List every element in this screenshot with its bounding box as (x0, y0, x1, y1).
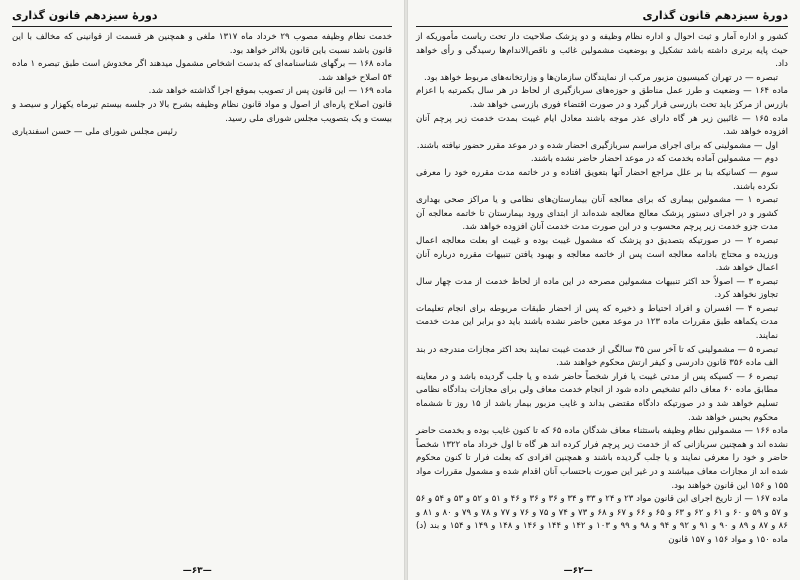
right-paragraph: ماده ۱۶۶ — مشمولین نظام وظیفه باستثناء معاف شدگان ماده ۶۵ که تا کنون غایب بوده و بخدمت حاضر نشده اند و همچنین سربازانی که از خدمت زیر پرچم فرار کرده اند هر گاه تا اول خرداد ماه ۱۳۲۲ شخصاً حاضر و خود را معرفی نمایند و یا جلب گردیده باشند و همچنین افرادی که بعلت فرار تا کنون محکوم شده اند از مجازات معاف میباشند و در غیر این صورت باحتساب آنان اقدام شده و مشمول مقررات مواد ۱۵۵ و ۱۵۶ این قانون خواهند بود. (416, 426, 788, 491)
right-paragraph: تبصره — در تهران کمیسیون مزبور مرکب از نمایندگان سازمان‌ها و وزارتخانه‌های مربوط خواهد بود. (424, 72, 778, 83)
right-page-number: —۶۲— (563, 566, 593, 576)
signature: رئیس مجلس شورای ملی — حسن اسفندیاری (12, 127, 177, 138)
right-paragraph: ماده ۱۶۴ — وضعیت و طرز عمل مناطق و حوزه‌های سربازگیری از لحاظ در هر سال بکمرتبه با اعزام بازرس از مرکز باید تحت بازرسی قرار گیرد و در صورت اقتضاء فوری بازرسی خواهد شد. (416, 86, 788, 110)
right-paragraph: تبصره ۶ — کسیکه پس از مدتی غیبت یا فرار شخصاً حاضر شده و یا جلب گردیده باشد و در معاینه مطابق ماده ۶۰ معاف دائم تشخیص داده شود از انجام خدمت معاف ولی برای مجازات بدادگاه نظامی تسلیم خواهد شد و در صورتیکه دادگاه مقتضی بداند و غایب مزبور بیمار باشد از ۱۵ روز تا ششماه محکوم بحبس خواهد شد. (416, 371, 779, 423)
left-header-rule (12, 26, 392, 27)
left-paragraph: ماده ۱۶۸ — برگهای شناسنامه‌ای که بدست اشخاص مشمول میدهند اگر مخدوش است طبق تبصره ۱ ماده ۵۴ اصلاح خواهد شد. (12, 59, 392, 83)
right-paragraph: ماده ۱۶۵ — غائبین زیر هر گاه دارای عذر موجه باشند معادل ایام غیبت بمدت خدمت زیر پرچم آنان افزوده خواهد شد. (416, 113, 788, 138)
signature-line (12, 126, 392, 140)
right-body-text (416, 31, 788, 548)
left-paragraph: خدمت نظام وظیفه مصوب ۲۹ خرداد ماه ۱۳۱۷ ملغی و همچنین هر قسمت از قوانینی که مخالف با این قانون باشد نسبت باین قانون بلااثر خواهد بود. (12, 32, 393, 56)
left-paragraph: قانون اصلاح پاره‌ای از اصول و مواد قانون نظام وظیفه بشرح بالا در جلسه بیستم تیرماه یکهزار و سیصد و بیست و یک بتصویب مجلس شورای ملی رسید. (12, 99, 392, 124)
right-paragraph: سوم — کسانیکه بنا بر علل مراجع احضار آنها بتعویق افتاده و در خاتمه مدت مقرره خود را معرفی نکرده باشند. (416, 167, 778, 192)
right-paragraph: کشور و اداره آمار و ثبت احوال و اداره نظام وظیفه و دو پزشک صلاحیت دار تحت ریاست مأموریکه از حیث پایه برتری داشته باشد تشکیل و بوضعیت مشمولین غائب و ناقص‌الاندام‌ها رسیدگی و رأی خواهد داد. (416, 32, 788, 70)
right-paragraph: تبصره ۴ — افسران و افراد احتیاط و ذخیره که پس از احضار طبقات مربوطه برای انجام تعلیمات مدت یکماهه طبق مقررات ماده ۱۲۳ در موعد معین حاضر نشده باشند باید دو برابر این مدت خدمت نمایند. (416, 303, 778, 342)
right-paragraph: دوم — مشمولین آماده بخدمت که در موعد احضار حاضر نشده باشند. (530, 154, 778, 165)
right-header-rule (416, 26, 788, 27)
right-paragraph: تبصره ۵ — مشمولینی که تا آخر سن ۳۵ سالگی از خدمت غیبت نمایند بحد اکثر مجازات مندرجه در بند الف ماده ۳۵۶ قانون دادرسی و کیفر ارتش محکوم خواهند شد. (416, 344, 778, 369)
right-paragraph: تبصره ۲ — در صورتیکه بتصدیق دو پزشک که مشمول غیبت بوده و غیبت او بعلت معالجه اعمال ورزیده و محتاج بادامه معالجه است پس از خاتمه معالجه و بهبود یافتن تنبیهات مقرره درباره آنان اعمال خواهد شد. (416, 235, 778, 274)
right-paragraph: تبصره ۳ — اصولاً حد اکثر تنبیهات مشمولین مصرحه در این ماده از لحاظ خدمت از مدت چهار سال تجاوز نخواهد کرد. (416, 276, 779, 301)
right-paragraph: تبصره ۱ — مشمولین بیماری که برای معالجه آنان بیمارستان‌های نظامی و یا مراکز صحی بهداری کشور و در اجرای دستور پزشک معالج معالجه شده‌اند از ابتدای ورود بیمارستان تا خاتمه معالجه آن مدت جزو خدمت زیر پرچم محسوب و در این صورت مدت خدمت آنان افزوده خواهد شد. (416, 195, 778, 233)
left-page-number: —۶۳— (182, 566, 212, 576)
left-paragraph: ماده ۱۶۹ — این قانون پس از تصویب بموقع اجرا گذاشته خواهد شد. (148, 86, 392, 97)
right-paragraph: اول — مشمولینی که برای اجرای مراسم سربازگیری احضار شده و در موعد مقرر حضور نیافته باشند. (416, 140, 778, 151)
right-page (406, 0, 800, 580)
left-body-text (12, 31, 392, 140)
right-paragraph: ماده ۱۶۷ — از تاریخ اجرای این قانون مواد ۲۳ و ۲۴ و ۳۳ و ۳۴ و ۳۶ و ۳۶ و ۴۶ و ۵۱ و ۵۲ و ۵۳ و ۵۴ و ۵۶ و ۵۷ و ۵۹ و ۶۰ و ۶۱ و ۶۲ و ۶۳ و ۶۵ و ۶۶ و ۶۷ و ۶۸ و ۷۳ و ۷۴ و ۷۵ و ۷۶ و ۷۷ و ۷۸ و ۷۹ و ۸۰ و ۸۱ و ۸۶ و ۸۷ و ۸۹ و ۹۰ و ۹۱ و ۹۲ و ۹۴ و ۹۸ و ۹۹ و ۱۰۳ و ۱۴۲ و ۱۴۴ و ۱۴۶ و ۱۴۸ و ۱۴۹ و ۱۵۴ و بند (د) ماده ۱۵۰ و مواد ۱۵۶ و ۱۵۷ قانون (416, 494, 788, 545)
right-running-head: دورهٔ سیزدهم قانون گذاری (642, 9, 788, 22)
left-running-head: دورهٔ سیزدهم قانون گذاری (12, 9, 158, 22)
